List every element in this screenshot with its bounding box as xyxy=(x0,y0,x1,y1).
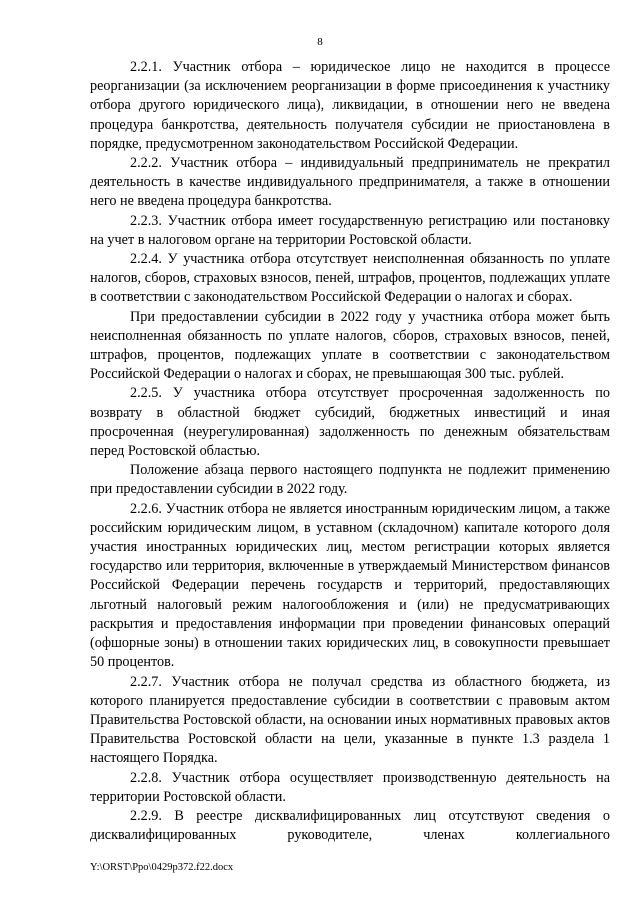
paragraph-2-2-3: 2.2.3. Участник отбора имеет государственную регистрацию или постановку на учет в налоговом органе на территории Ростовской области. xyxy=(90,212,610,248)
paragraph-2-2-2: 2.2.2. Участник отбора – индивидуальный предприниматель не прекратил деятельность в качестве индивидуального предпринимателя, а также в отношении него не введена процедура банкротства. xyxy=(90,155,610,210)
file-path-footer: Y:\ORST\Ppo\0429p372.f22.docx xyxy=(90,862,234,873)
paragraph-2-2-7: 2.2.7. Участник отбора не получал средства из областного бюджета, из которого планируется предоставление субсидии в соответствии с правовым актом Правительства Ростовской области, на основании иных нормативных правовых актов Правительства Ростовской области на цели, указанные в пункте 1.3 раздела 1 настоящего Порядка. xyxy=(90,673,610,767)
document-body xyxy=(90,58,610,845)
paragraph-2022-exception: При предоставлении субсидии в 2022 году у участника отбора может быть неисполненная обязанность по уплате налогов, сборов, страховых взносов, пеней, штрафов, процентов, подлежащих уплате в соответствии с законодательством Российской Федерации о налогах и сборах, не превышающая 300 тыс. рублей. xyxy=(90,308,610,383)
paragraph-2-2-5-note: Положение абзаца первого настоящего подпункта не подлежит применению при предоставлении субсидии в 2022 году. xyxy=(90,462,610,498)
paragraph-2-2-1: 2.2.1. Участник отбора – юридическое лицо не находится в процессе реорганизации (за исключением реорганизации в форме присоединения к участнику отбора другого юридического лица), ликвидации, в отношении него не введена процедура банкротства, деятельность получателя субсидии не приостановлена в порядке, предусмотренном законодательством Российской Федерации. xyxy=(90,59,610,152)
paragraph-2-2-4: 2.2.4. У участника отбора отсутствует неисполненная обязанность по уплате налогов, сборов, страховых взносов, пеней, штрафов, процентов, подлежащих уплате в соответствии с законодательством Российской Федерации о налогах и сборах. xyxy=(90,251,610,306)
paragraph-2-2-5: 2.2.5. У участника отбора отсутствует просроченная задолженность по возврату в областной бюджет субсидий, бюджетных инвестиций и иная просроченная (неурегулированная) задолженность по денежным обязательствам перед Ростовской областью. xyxy=(90,385,610,460)
paragraph-2-2-9: 2.2.9. В реестре дисквалифицированных лиц отсутствуют сведения о дисквалифицированных руководителе, членах коллегиального xyxy=(90,807,610,844)
paragraph-2-2-6: 2.2.6. Участник отбора не является иностранным юридическим лицом, а также российским юридическим лицом, в уставном (складочном) капитале которого доля участия иностранных юридических лиц, местом регистрации которых является государство или территория, включенные в утверждаемый Министерством финансов Российской Федерации перечень государств и территорий, предоставляющих льготный налоговый режим налогообложения и (или) не предусматривающих раскрытия и предоставления информации при проведении финансовых операций (офшорные зоны) в отношении таких юридических лиц, в совокупности превышает 50 процентов. xyxy=(90,500,610,671)
page-number: 8 xyxy=(317,36,323,48)
paragraph-2-2-8: 2.2.8. Участник отбора осуществляет производственную деятельность на территории Ростовской области. xyxy=(90,769,610,805)
